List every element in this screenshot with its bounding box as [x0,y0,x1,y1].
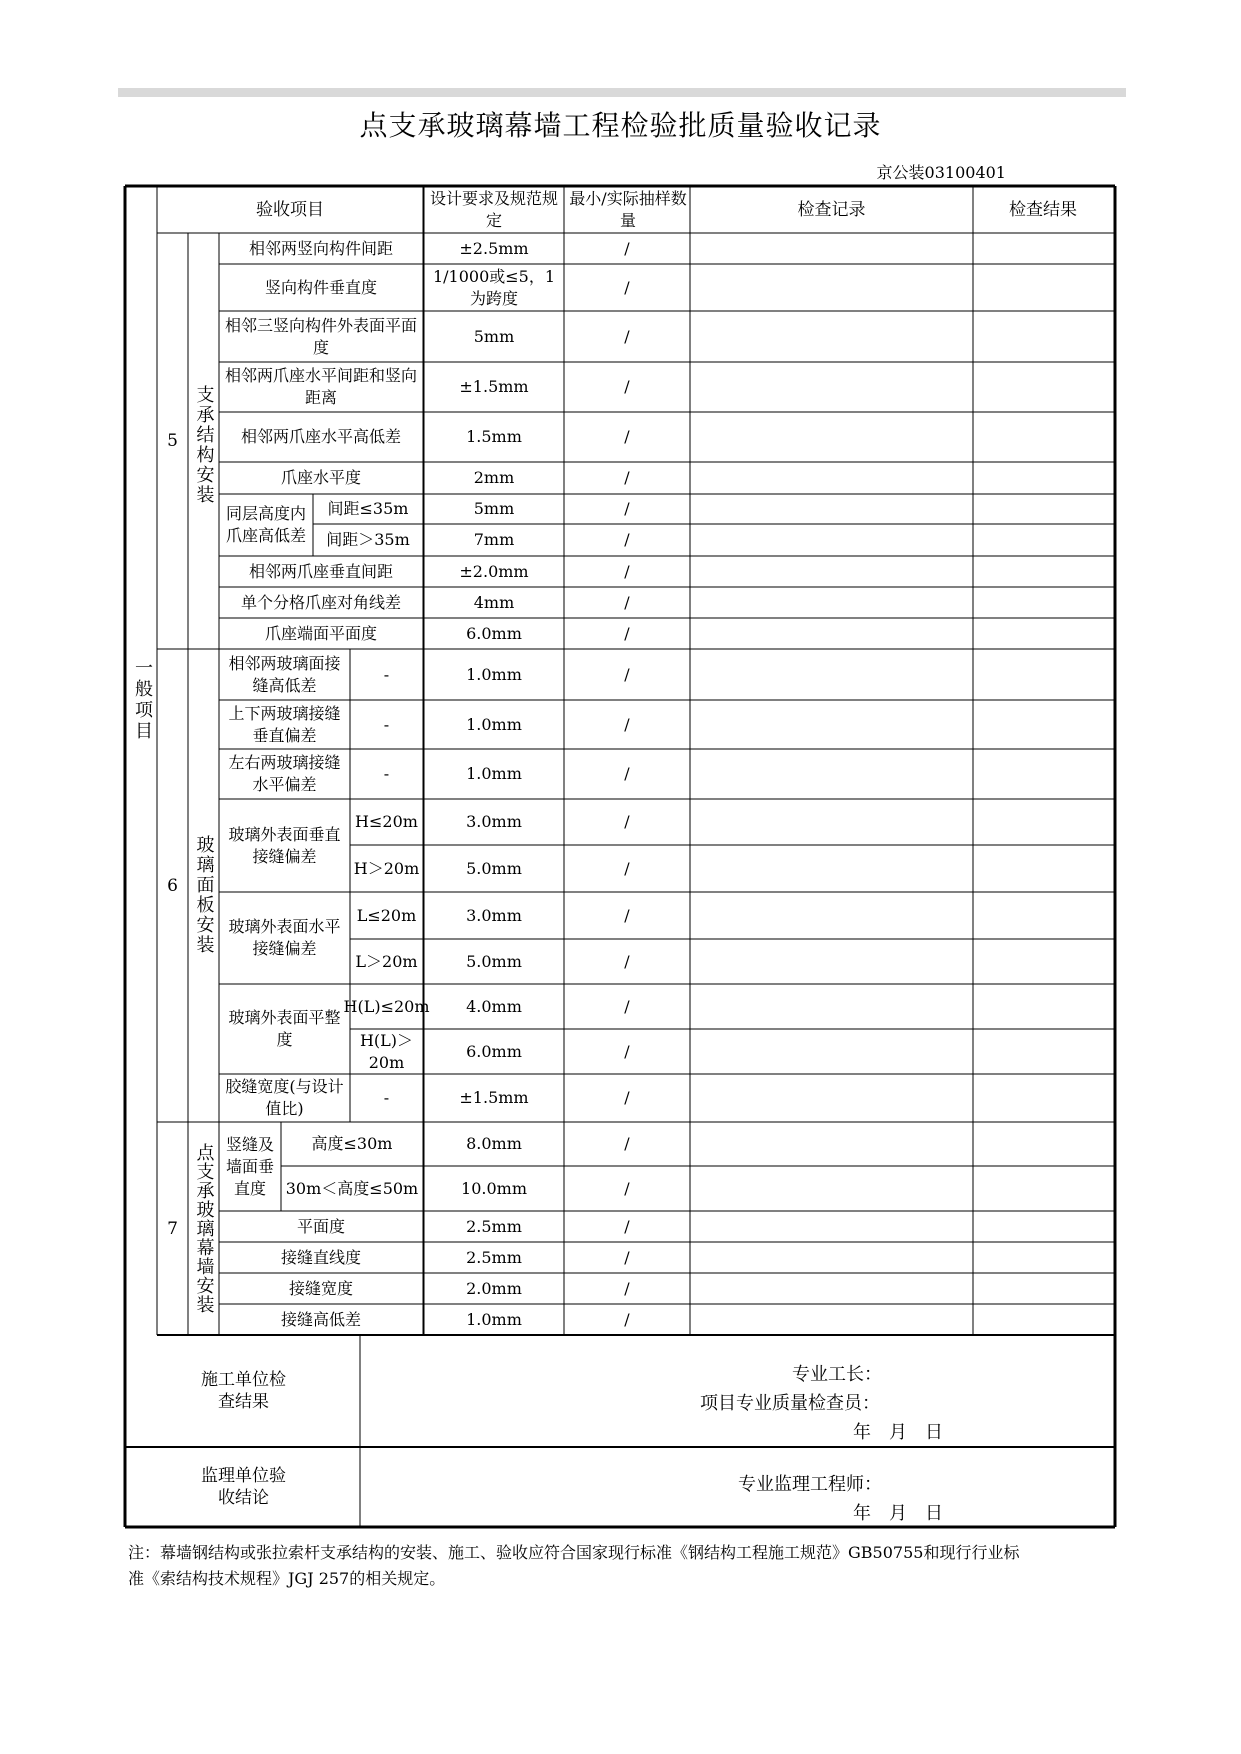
group-name-5: 支承结构安装 [193,385,215,505]
row-sample-value: / [624,812,630,831]
row-design-value: 2.5mm [466,1216,522,1236]
row-sample-value: / [624,1134,630,1153]
row-sample-value: / [624,377,630,396]
construction-date: 年 月 日 [853,1422,943,1443]
row-design-value: 2.0mm [466,1278,522,1298]
row-sub-label: - [383,714,390,734]
row-sample-value: / [624,764,630,783]
row-design-value: 2mm [473,468,515,487]
group-name-6: 玻璃面板安装 [193,835,215,955]
row-item-label: 左右两玻璃接缝水平偏差 [228,753,341,794]
form-code: 京公装03100401 [876,163,1006,182]
row-design-value: 3.0mm [466,905,522,925]
row-design-value: 3.0mm [466,812,522,831]
row-design-value: 6.0mm [466,623,522,643]
row-design-value: ±1.5mm [459,1088,529,1107]
row-sample-value: / [624,499,630,518]
row-design-value: 5mm [473,499,515,518]
row-sample-value: / [624,530,630,549]
row-sub-label: L≤20m [356,905,417,925]
row-design-value: 1.0mm [466,664,522,684]
row-item-label: 相邻两爪座垂直间距 [248,561,393,581]
group-no-7: 7 [167,1218,178,1239]
row-design-value: 10.0mm [461,1178,527,1198]
row-item-label: 接缝高低差 [280,1309,361,1329]
row-sub-label: 间距＞35m [326,530,410,549]
row-sub-label: L＞20m [355,951,418,971]
row-sample-value: / [624,1178,630,1198]
row-design-value: ±1.5mm [459,377,529,396]
row-item-label: 相邻两竖向构件间距 [248,238,393,258]
row-design-value: 8.0mm [466,1134,522,1153]
row-sample-value: / [624,1247,630,1267]
row-sample-value: / [624,996,630,1016]
row-design-value: 1.5mm [466,427,522,446]
row-sub-label: 高度≤30m [311,1134,393,1153]
row-sub-label: H＞20m [353,858,420,878]
row-design-value: 2.5mm [466,1247,522,1267]
row-design-value: ±2.0mm [459,561,529,581]
row-item-label: 相邻三竖向构件外表面平面度 [224,315,417,357]
row-design-value: 5.0mm [466,858,522,878]
row-design-value: 6.0mm [466,1041,522,1061]
row-item-label: 玻璃外表面水平接缝偏差 [228,917,341,958]
row-design-value: 7mm [473,530,515,549]
header-record: 检查记录 [797,200,866,220]
row-sample-value: / [624,664,630,684]
row-item-label: 玻璃外表面垂直接缝偏差 [228,824,341,866]
row-sub-label: 间距≤35m [327,499,409,518]
header-result: 检查结果 [1009,200,1077,220]
supervision-engineer: 专业监理工程师： [738,1474,882,1495]
row-sample-value: / [624,714,630,734]
row-item-label: 相邻两爪座水平间距和竖向距离 [224,366,417,407]
row-item-label: 接缝宽度 [288,1278,353,1298]
construction-inspector: 项目专业质量检查员： [700,1393,880,1414]
row-sub-label: 30m＜高度≤50m [285,1178,419,1198]
row-sample-value: / [624,1041,630,1061]
row-sub-label: - [383,764,390,783]
row-design-value: 5.0mm [466,951,522,971]
row-item-label: 单个分格爪座对角线差 [240,592,401,612]
row-item-label: 接缝直线度 [280,1247,361,1267]
row-design-value: ±2.5mm [459,238,529,258]
row-sample-value: / [624,326,630,346]
row-sample-value: / [624,1278,630,1298]
supervision-label: 监理单位验收结论 [201,1466,286,1508]
row-sample-value: / [624,468,630,487]
row-sample-value: / [624,905,630,925]
row-design-value: 1.0mm [466,764,522,783]
page-title: 点支承玻璃幕墙工程检验批质量验收记录 [359,109,882,142]
row-sub-label: H(L)＞20m [359,1030,414,1072]
row-item-label: 胶缝宽度(与设计值比) [225,1077,344,1118]
supervision-date: 年 月 日 [853,1503,943,1524]
row-item-label: 同层高度内爪座高低差 [225,504,306,545]
row-sub-label: H≤20m [355,812,418,831]
category-label: 一般项目 [132,658,153,742]
row-sample-value: / [624,1088,630,1107]
group-name-7: 点支承玻璃幕墙安装 [193,1143,215,1314]
group-no-6: 6 [167,875,178,896]
row-item-label: 相邻两爪座水平高低差 [240,427,401,446]
row-item-label: 玻璃外表面平整度 [228,1008,341,1049]
group-no-5: 5 [167,431,178,451]
row-sample-value: / [624,277,630,297]
row-design-value: 4.0mm [466,996,522,1016]
construction-foreman: 专业工长： [792,1364,882,1385]
row-sub-label: - [383,1088,390,1107]
row-design-value: 1.0mm [466,1309,522,1329]
row-sample-value: / [624,951,630,971]
row-sample-value: / [624,561,630,581]
row-item-label: 爪座端面平面度 [264,623,377,643]
row-item-label: 上下两玻璃接缝垂直偏差 [228,703,341,745]
footnote: 注：幕墙钢结构或张拉索杆支承结构的安装、施工、验收应符合国家现行标准《钢结构工程施工规范》GB50755和现行行业标准《索结构技术规程》JGJ 257的相关规定。 [128,1543,1020,1588]
row-design-value: 4mm [473,592,515,612]
row-design-value: 1/1000或≤5，1为跨度 [432,266,556,308]
row-sample-value: / [624,427,630,446]
row-sample-value: / [624,623,630,643]
row-item-label: 竖向构件垂直度 [264,277,377,297]
row-item-label: 爪座水平度 [280,468,361,487]
row-sample-value: / [624,238,630,258]
construction-label: 施工单位检查结果 [201,1370,286,1412]
row-sample-value: / [624,858,630,878]
row-sample-value: / [624,1309,630,1329]
row-item-label: 竖缝及墙面垂直度 [225,1134,274,1198]
row-sub-label: H(L)≤20m [343,996,430,1016]
row-sample-value: / [624,592,630,612]
header-sample: 最小/实际抽样数量 [569,189,687,230]
row-sample-value: / [624,1216,630,1236]
header-item: 验收项目 [256,200,324,220]
row-sub-label: - [383,664,390,684]
header-design: 设计要求及规范规定 [429,189,558,230]
row-design-value: 5mm [473,326,515,346]
row-design-value: 1.0mm [466,714,522,734]
row-item-label: 平面度 [296,1216,345,1236]
row-item-label: 相邻两玻璃面接缝高低差 [228,653,341,695]
